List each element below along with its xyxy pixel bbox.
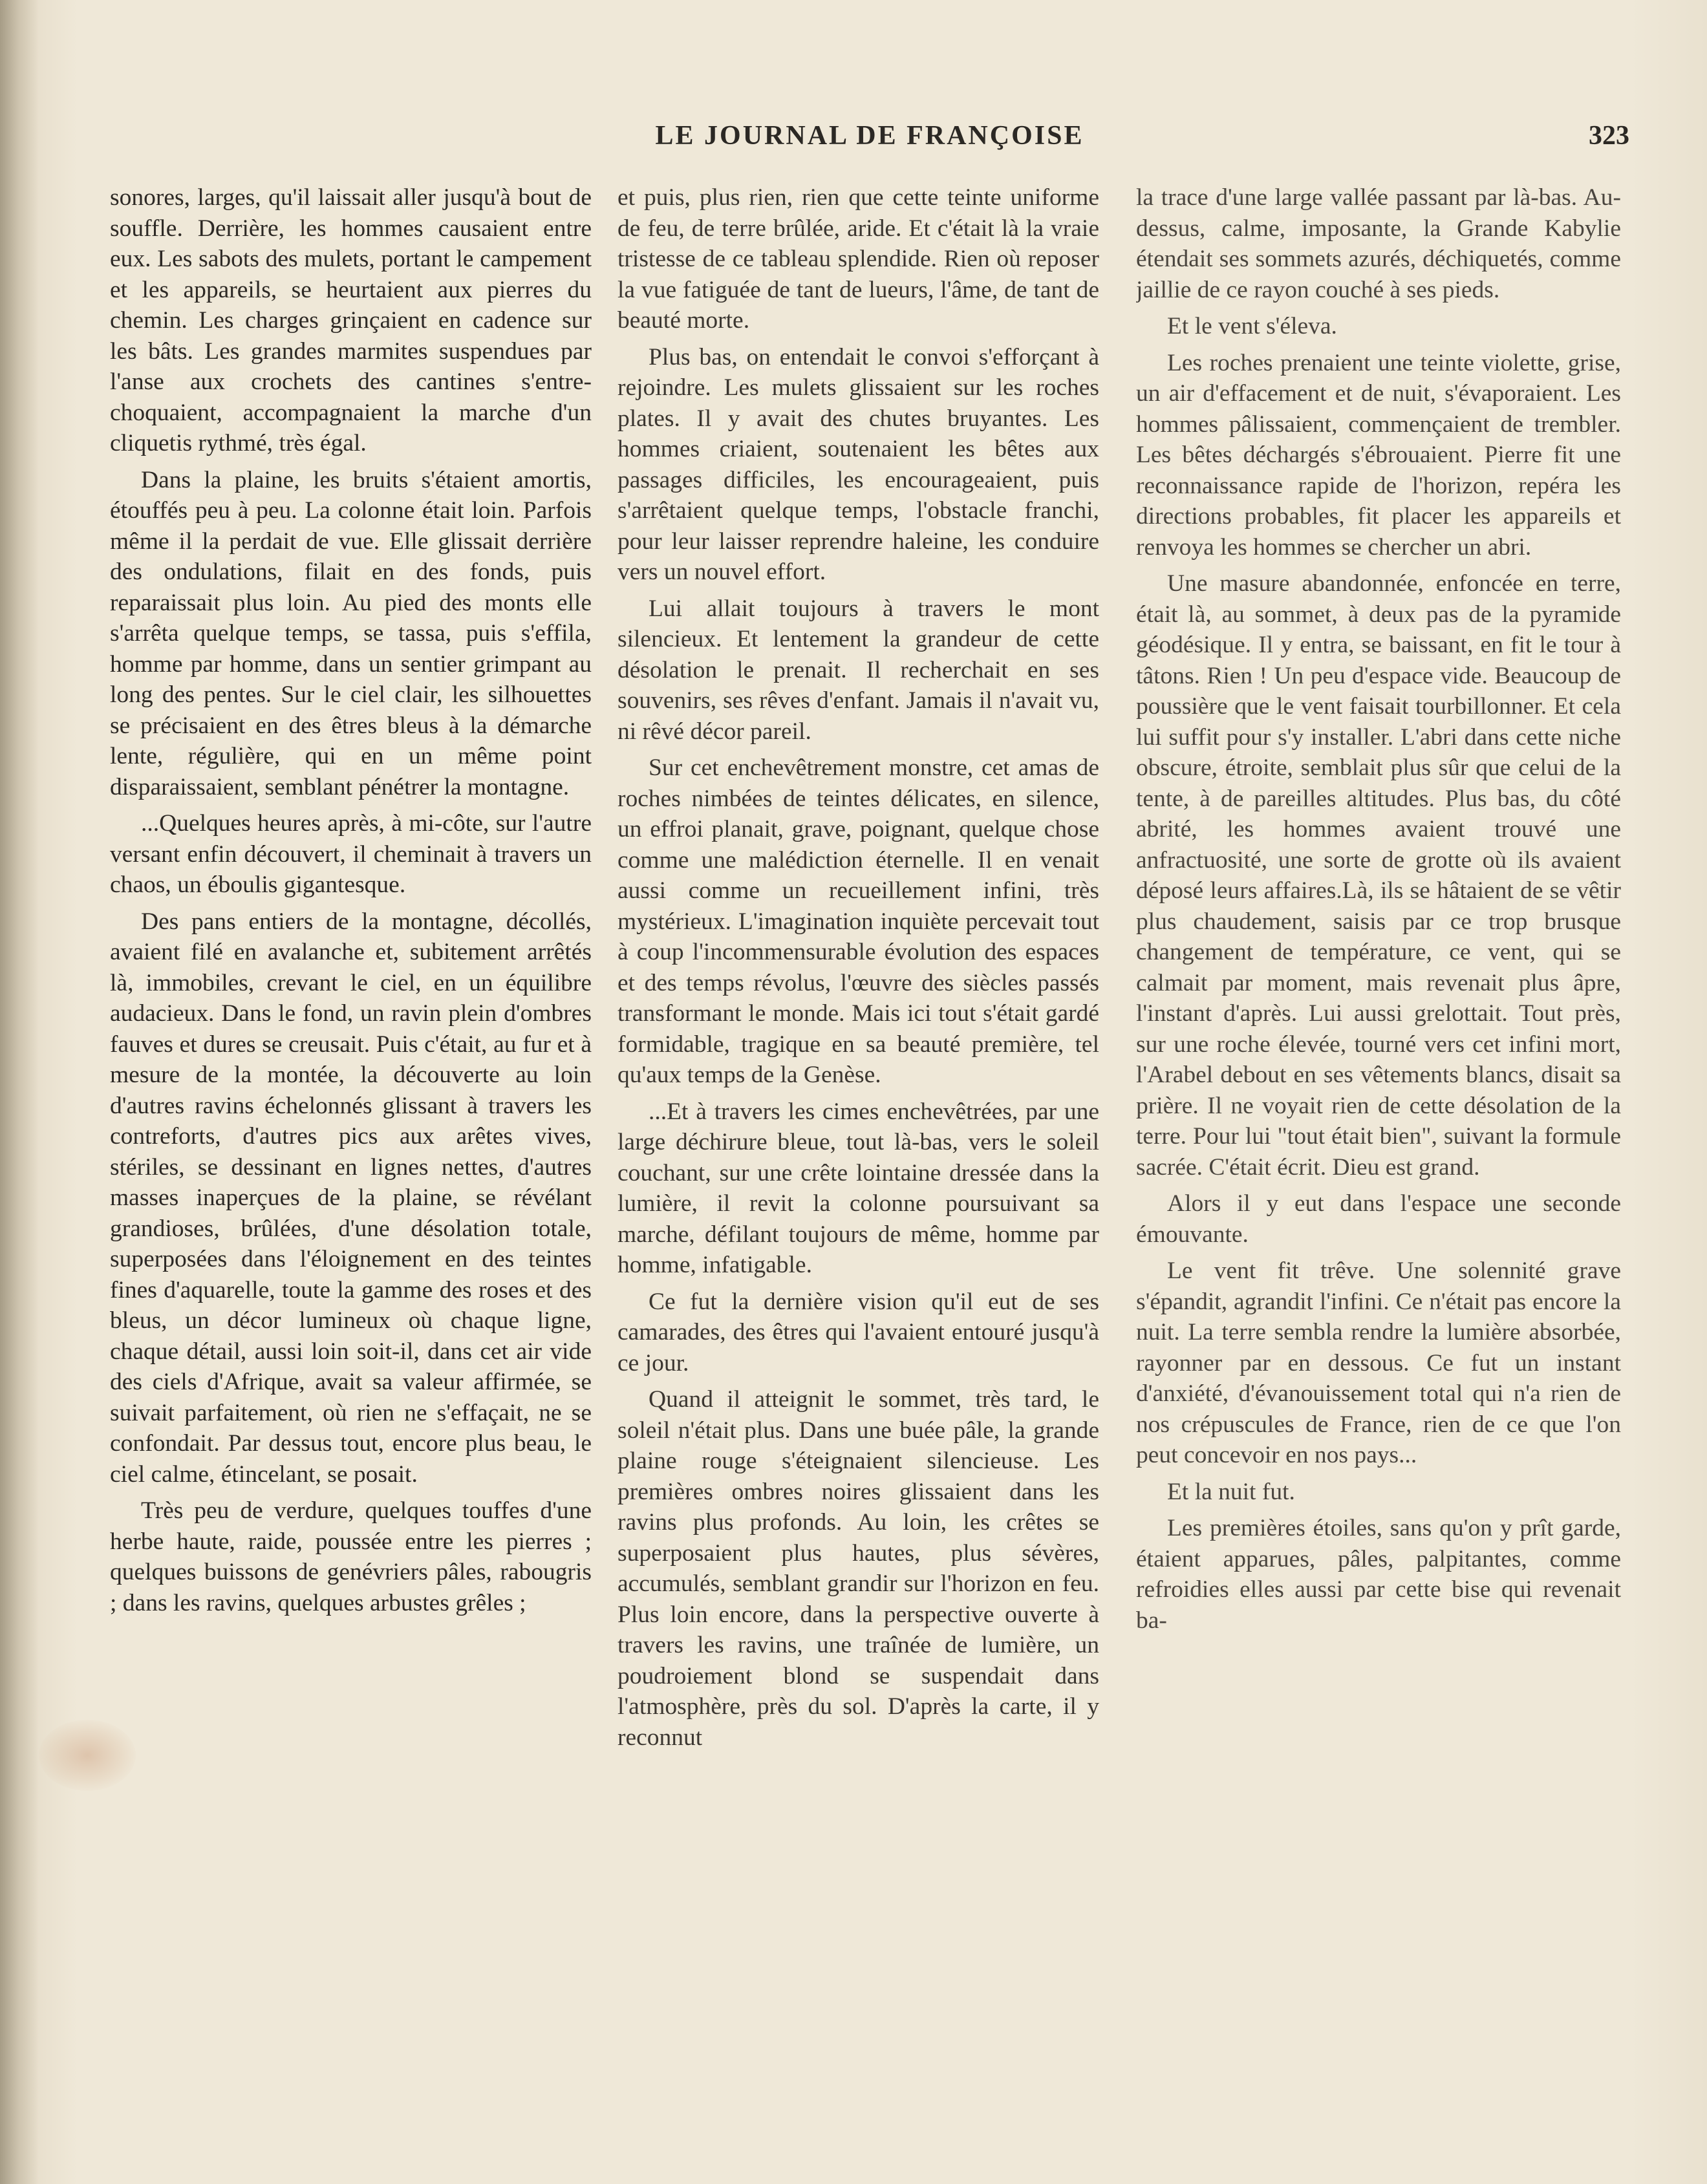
paragraph: Dans la plaine, les bruits s'étaient amortis, étouffés peu à peu. La colonne était loin. Parfois même il la perdait de vue. Elle glissait derrière des ondulations, filait en des fonds, puis reparaissait plus loin. Au pied des monts elle s'arrêta quelque temps, se tassa, puis s'effila, homme par homme, dans un sentier grimpant au long des pentes. Sur le ciel clair, les silhouettes se précisaient en des êtres bleus à la démarche lente, régulière, qui en un même point disparaissaient, semblant pénétrer la montagne. — [110, 466, 592, 800]
paragraph: Les premières étoiles, sans qu'on y prît garde, étaient apparues, pâles, palpitantes, comme refroidies elles aussi par cette bise qui revenait ba- — [1136, 1515, 1621, 1634]
paragraph: Quand il atteignit le sommet, très tard, le soleil n'était plus. Dans une buée pâle, la grande plaine rouge s'éteignaient silencieuse. Les premières ombres noires glissaient dans les ravins plus profonds. Au loin, les crêtes se superposaient plus hautes, plus sévères, accumulés, semblant grandir sur l'horizon en feu. Plus loin encore, dans la perspective ouverte à travers les ravins, une traînée de lumière, un poudroiement blond se suspendait dans l'atmosphère, près du sol. D'après la carte, il y reconnut — [617, 1386, 1099, 1751]
paragraph: ...Quelques heures après, à mi-côte, sur l'autre versant enfin découvert, il cheminait à travers un chaos, un éboulis gigantesque. — [110, 810, 592, 898]
paragraph: Le vent fit trêve. Une solennité grave s'épandit, agrandit l'infini. Ce n'était pas encore la nuit. La terre sembla rendre la lumière absorbée, rayonner par en dessous. Ce fut un instant d'anxiété, d'évanouissement total qui n'a rien de nos crépuscules de France, rien de ce que l'on peut concevoir en nos pays... — [1136, 1258, 1621, 1468]
paragraph: Ce fut la dernière vision qu'il eut de ses camarades, des êtres qui l'avaient entouré jusqu'à ce jour. — [617, 1288, 1099, 1376]
paragraph: Alors il y eut dans l'espace une seconde émouvante. — [1136, 1190, 1621, 1248]
page-number: 323 — [1589, 121, 1629, 151]
page-header — [110, 120, 1629, 159]
paragraph: Très peu de verdure, quelques touffes d'une herbe haute, raide, poussée entre les pierres ; quelques buissons de genévriers pâles, rabougris ; dans les ravins, quelques arbustes grêles ; — [110, 1497, 592, 1616]
text-column-1 — [110, 182, 592, 2070]
paragraph: Et le vent s'éleva. — [1167, 313, 1337, 339]
paragraph: et puis, plus rien, rien que cette teinte uniforme de feu, de terre brûlée, aride. Et c'était là la vraie tristesse de ce tableau splendide. Rien où reposer la vue fatiguée de tant de lueurs, l'âme, de tant de beauté morte. — [617, 184, 1099, 334]
running-title: LE JOURNAL DE FRANÇOISE — [655, 121, 1084, 151]
binding-gutter — [0, 0, 39, 2184]
paragraph: Une masure abandonnée, enfoncée en terre, était là, au sommet, à deux pas de la pyramide géodésique. Il y entra, se baissant, en fit le tour à tâtons. Rien ! Un peu d'espace vide. Beaucoup de poussière que le vent faisait tourbillonner. Et cela lui suffit pour s'y installer. L'abri dans cette niche obscure, étroite, semblait plus sûr que celui de la tente, à de pareilles altitudes. Plus bas, du côté abrité, les hommes avaient trouvé une anfractuosité, une sorte de grotte où ils avaient déposé leurs affaires.Là, ils se hâtaient de se vêtir plus chaudement, saisis par ce trop brusque changement de température, ce vent, qui se calmait par moment, mais revenait plus âpre, l'instant d'après. Lui aussi grelottait. Tout près, sur une roche élevée, tourné vers cet infini mort, l'Arabel debout en ses vêtements blancs, disait sa prière. Il ne voyait rien de cette désolation de la terre. Pour lui "tout était bien", suivant la formule sacrée. C'était écrit. Dieu est grand. — [1136, 570, 1621, 1181]
paragraph: sonores, larges, qu'il laissait aller jusqu'à bout de souffle. Derrière, les hommes causaient entre eux. Les sabots des mulets, portant le campement et les appareils, se heurtaient aux pierres du chemin. Les charges grinçaient en cadence sur les bâts. Les grandes marmites suspendues par l'anse aux crochets des cantines s'entre-choquaient, accompagnaient la marche d'un cliquetis rythmé, très égal. — [110, 184, 592, 456]
paragraph: Et la nuit fut. — [1167, 1478, 1295, 1505]
paragraph: Les roches prenaient une teinte violette, grise, un air d'effacement et de nuit, s'évaporaient. Les hommes pâlissaient, commençaient de trembler. Les bêtes déchargés s'ébrouaient. Pierre fit une reconnaissance rapide de l'horizon, repéra les directions probables, fit placer les appareils et renvoya les hommes se chercher un abri. — [1136, 349, 1621, 561]
text-column-3 — [1136, 182, 1621, 2070]
paragraph: Plus bas, on entendait le convoi s'efforçant à rejoindre. Les mulets glissaient sur les roches plates. Il y avait des chutes bruyantes. Les hommes criaient, soutenaient les bêtes aux passages difficiles, les encourageaient, puis s'arrêtaient quelque temps, l'obstacle franchi, pour leur laisser reprendre haleine, les conduire vers un nouvel effort. — [617, 343, 1099, 585]
paragraph: Lui allait toujours à travers le mont silencieux. Et lentement la grandeur de cette désolation le prenait. Il recherchait en ses souvenirs, ses rêves d'enfant. Jamais il n'avait vu, ni rêvé décor pareil. — [617, 595, 1099, 745]
paragraph: ...Et à travers les cimes enchevêtrées, par une large déchirure bleue, tout là-bas, vers le soleil couchant, sur une crête lointaine dressée dans la lumière, il revit la colonne poursuivant sa marche, défilant toujours de même, homme par homme, infatigable. — [617, 1098, 1099, 1278]
paragraph: Sur cet enchevêtrement monstre, cet amas de roches nimbées de teintes délicates, en silence, un effroi planait, grave, poignant, quelque chose comme une malédiction éternelle. Il en venait aussi comme un recueillement infini, très mystérieux. L'imagination inquiète percevait tout à coup l'incommensurable évolution des espaces et des temps révolus, l'œuvre des siècles passés transformant le monde. Mais ici tout s'était gardé formidable, tragique en sa beauté première, tel qu'aux temps de la Genèse. — [617, 755, 1099, 1088]
paragraph: la trace d'une large vallée passant par là-bas. Au-dessus, calme, imposante, la Grande Kabylie étendait ses sommets azurés, déchiquetés, comme jaillie de ce rayon couché à ses pieds. — [1136, 184, 1621, 303]
paragraph: Des pans entiers de la montagne, décollés, avaient filé en avalanche et, subitement arrêtés là, immobiles, crevant le ciel, en un équilibre audacieux. Dans le fond, un ravin plein d'ombres fauves et dures se creusait. Puis c'était, au fur et à mesure de la montée, la découverte au loin d'autres ravins échelonnés glissant à travers les contreforts, d'autres pics aux arêtes vives, stériles, se dessinant en lignes nettes, d'autres masses inaperçues de la plaine, se révélant grandioses, brûlées, d'une désolation totale, superposées dans l'éloignement en des teintes fines d'aquarelle, toute la gamme des roses et des bleus, un décor lumineux où chaque ligne, chaque détail, aussi loin soit-il, dans cet air vide des ciels d'Afrique, avait sa valeur affirmée, se suivait parfaitement, où rien ne s'effaçait, ne se confondait. Par dessus tout, encore plus beau, le ciel calme, étincelant, se posait. — [110, 908, 592, 1488]
text-column-2 — [617, 182, 1099, 2070]
